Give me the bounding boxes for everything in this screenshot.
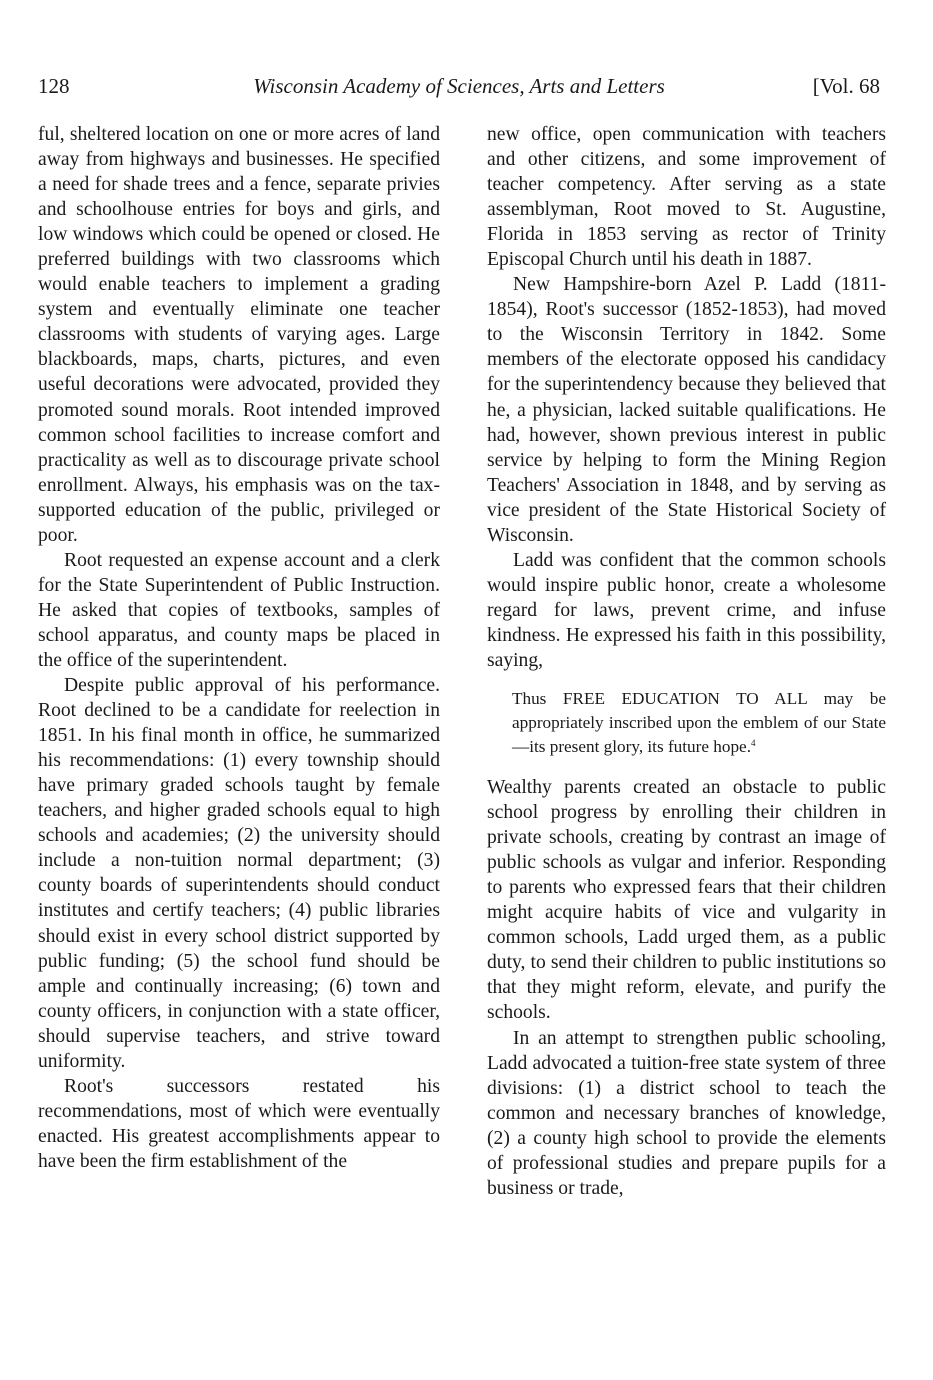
paragraph: Wealthy parents created an obstacle to public school progress by enrolling their children in private schools, creating by contrast an image of public schools as vulgar and inferior. Responding to parents who expressed fears that their children might acquire habits of vice and vulgarity in common schools, Ladd urged them, as a public duty, to send their children to public institutions so that they might reform, elevate, and purify the schools. [487, 777, 886, 1024]
paragraph: New Hampshire-born Azel P. Ladd (1811-1854), Root's successor (1852-1853), had moved to the Wisconsin Territory in 1842. Some members of the electorate opposed his candidacy for the superintendency because they believed that he, a physician, lacked suitable qualifications. He had, however, shown previous interest in public service by helping to form the Mining Region Teachers' Association in 1848, and by serving as vice president of the State Historical Society of Wisconsin. [487, 274, 886, 546]
paragraph: ful, sheltered location on one or more acres of land away from highways and businesses. He specified a need for shade trees and a fence, separate privies and schoolhouse entries for boys and girls, and low windows which could be opened or closed. He preferred buildings with two classrooms which would enable teachers to implement a grading system and eventually eliminate one teacher classrooms with students of varying ages. Large blackboards, maps, charts, pictures, and even useful decorations were advocated, provided they promoted sound morals. Root intended improved common school facilities to increase comfort and practicality as well as to discourage private school enrollment. Always, his emphasis was on the tax-supported education of the public, privileged or poor. [38, 124, 440, 546]
left-column [38, 122, 440, 1174]
right-column [487, 122, 886, 1201]
paragraph: Despite public approval of his performance. Root declined to be a candidate for reelection in 1851. In his final month in office, he summarized his recommendations: (1) every township should have primary graded schools taught by female teachers, and higher graded schools equal to high schools and academies; (2) the university should include a non-tuition normal department; (3) county boards of superintendents should conduct institutes and certify teachers; (4) public libraries should exist in every school district supported by public funding; (5) the school fund should be ample and continually increasing; (6) town and county officers, in conjunction with a state officer, should supervise teachers, and strive toward uniformity. [38, 675, 440, 1072]
running-header [38, 74, 880, 104]
volume-label: [Vol. 68 [812, 74, 880, 98]
running-title: Wisconsin Academy of Sciences, Arts and Letters [253, 74, 665, 98]
block-quote [512, 687, 886, 759]
paragraph: In an attempt to strengthen public schooling, Ladd advocated a tuition-free state system of three divisions: (1) a district school to teach the common and necessary branches of knowledge, (2) a county high school to provide the elements of professional studies and prepare pupils for a business or trade, [487, 1027, 886, 1199]
paragraph: Root requested an expense account and a clerk for the State Superintendent of Public Instruction. He asked that copies of textbooks, samples of school apparatus, and county maps be placed in the office of the superintendent. [38, 549, 440, 671]
paragraph: Root's successors restated his recommendations, most of which were eventually enacted. His greatest accomplishments appear to have been the firm establishment of the [38, 1075, 440, 1172]
paragraph: new office, open communication with teachers and other citizens, and some improvement of teacher competency. After serving as a state assemblyman, Root moved to St. Augustine, Florida in 1853 serving as rector of Trinity Episcopal Church until his death in 1887. [487, 124, 886, 271]
quote-text: Thus FREE EDUCATION TO ALL may be appropriately inscribed upon the emblem of our State—its present glory, its future hope. [512, 689, 886, 757]
page-number: 128 [38, 74, 70, 98]
footnote-marker: 4 [751, 738, 756, 749]
paragraph: Ladd was confident that the common schools would inspire public honor, create a wholesome regard for laws, prevent crime, and infuse kindness. He expressed his faith in this possibility, saying, [487, 549, 886, 671]
